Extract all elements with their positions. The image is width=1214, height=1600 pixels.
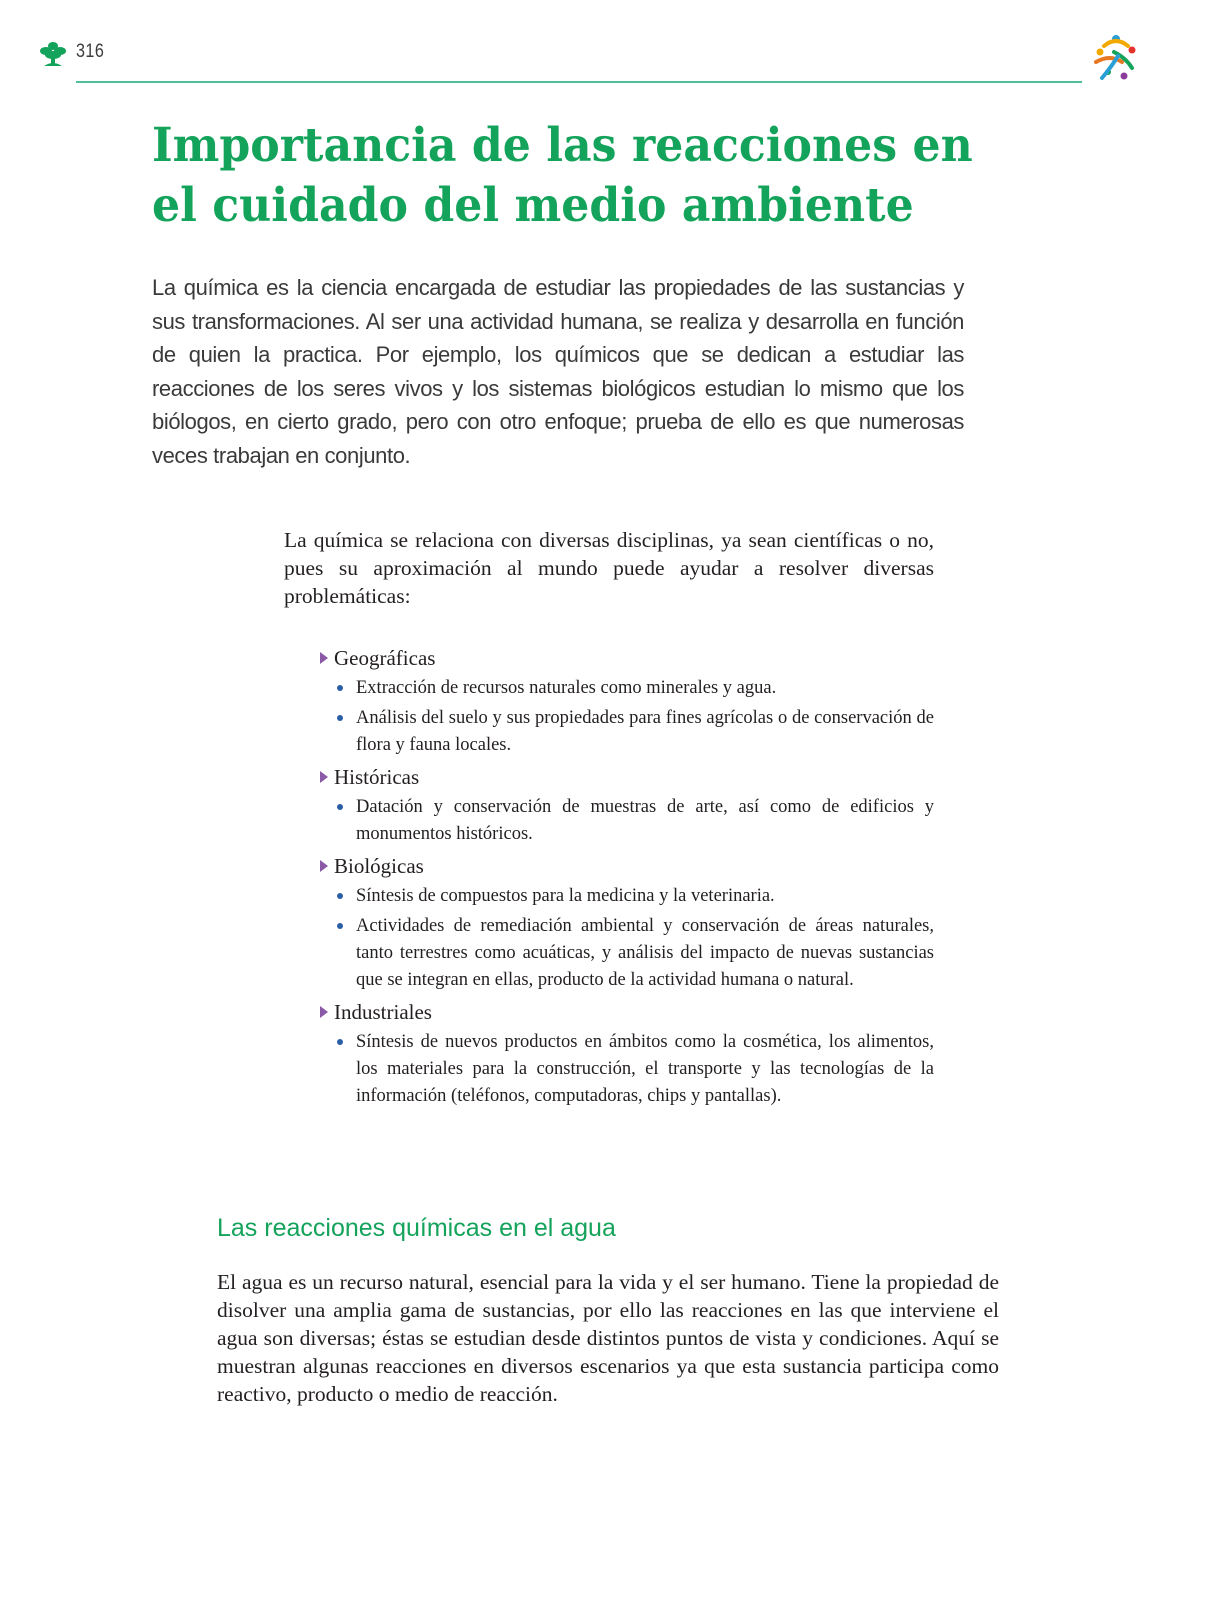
section-body: El agua es un recurso natural, esencial para la vida y el ser humano. Tiene la propiedad de disolver una amplia gama de sustancias, por ello las reacciones en las que interviene el agua son diversas; éstas se estudian desde distintos puntos de vista y condiciones. Aquí se muestran algunas reacciones en diversos escenarios ya que esta sustancia participa como reactivo, producto o medio de reacción. — [217, 1270, 999, 1406]
discipline-label: Biológicas — [334, 854, 424, 878]
dot-bullet-icon — [337, 685, 343, 691]
intro-paragraph: La química es la ciencia encargada de estudiar las propiedades de las sustancias y sus transformaciones. Al ser una actividad humana, se realiza y desarrolla en función de quien la practica. Por ejemplo, los químicos que se dedican a estudiar las reacciones de los seres vivos y los sistemas biológicos estudian lo mismo que los biólogos, en cierto grado, pero con otro enfoque; prueba de ello es que numerosas veces trabajan en conjunto. — [152, 275, 964, 468]
list-item: Síntesis de compuestos para la medicina y la veterinaria. — [337, 883, 934, 910]
discipline-items — [318, 794, 934, 848]
page-header — [0, 0, 1214, 90]
list-item: Extracción de recursos naturales como minerales y agua. — [337, 675, 934, 702]
discipline-items — [318, 675, 934, 759]
triangle-bullet-icon — [320, 1006, 328, 1018]
triangle-bullet-icon — [320, 771, 328, 783]
discipline-items — [318, 883, 934, 994]
dot-bullet-icon — [337, 1039, 343, 1045]
colorful-figures-logo-icon — [1088, 32, 1142, 86]
dot-bullet-icon — [337, 715, 343, 721]
discipline-biologicas — [318, 851, 934, 994]
page-number: 316 — [76, 41, 105, 62]
list-item: Datación y conservación de muestras de arte, así como de edificios y monumentos históricos. — [337, 794, 934, 848]
list-item: Síntesis de nuevos productos en ámbitos como la cosmética, los alimentos, los materiales para la construcción, el transporte y las tecnologías de la información (teléfonos, computadoras, chips y pantallas). — [337, 1029, 934, 1110]
dot-bullet-icon — [337, 893, 343, 899]
discipline-historicas — [318, 762, 934, 848]
discipline-label: Históricas — [334, 765, 420, 789]
dot-bullet-icon — [337, 923, 343, 929]
discipline-label: Industriales — [334, 1000, 432, 1024]
discipline-industriales — [318, 997, 934, 1110]
tree-emblem-icon — [40, 40, 66, 68]
list-item: Análisis del suelo y sus propiedades para fines agrícolas o de conservación de flora y fauna locales. — [337, 705, 934, 759]
discipline-geograficas — [318, 643, 934, 759]
header-rule — [76, 81, 1082, 83]
triangle-bullet-icon — [320, 860, 328, 872]
discipline-items — [318, 1029, 934, 1110]
triangle-bullet-icon — [320, 652, 328, 664]
lead-paragraph: La química se relaciona con diversas disciplinas, ya sean científicas o no, pues su aproximación al mundo puede ayudar a resolver diversas problemáticas: — [284, 528, 934, 608]
list-item: Actividades de remediación ambiental y conservación de áreas naturales, tanto terrestres como acuáticas, y análisis del impacto de nuevas sustancias que se integran en ellas, producto de la actividad humana o natural. — [337, 913, 934, 994]
discipline-label: Geográficas — [334, 646, 436, 670]
disciplines-list — [318, 643, 934, 1113]
section-heading: Las reacciones químicas en el agua — [217, 1214, 616, 1242]
page-title: Importancia de las reacciones en el cuidado del medio ambiente — [152, 118, 973, 233]
dot-bullet-icon — [337, 804, 343, 810]
